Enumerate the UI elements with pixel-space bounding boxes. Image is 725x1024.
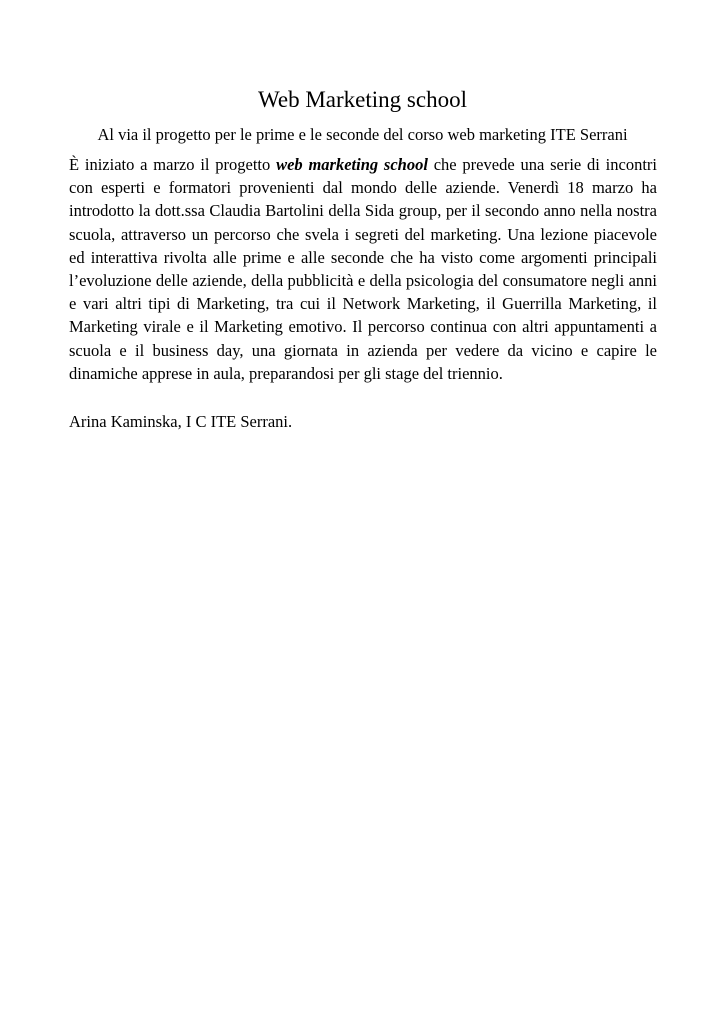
- body-intro: È iniziato a marzo il progetto: [69, 155, 277, 174]
- document-subtitle: Al via il progetto per le prime e le seconde del corso web marketing ITE Serrani: [97, 125, 628, 144]
- author-signature: Arina Kaminska, I C ITE Serrani.: [69, 412, 293, 431]
- body-emphasis: web marketing school: [276, 155, 428, 174]
- body-paragraph: [69, 153, 657, 385]
- document-title: Web Marketing school: [258, 87, 467, 112]
- body-rest: che prevede una serie di incontri con esperti e formatori provenienti dal mondo delle aziende. Venerdì 18 marzo ha introdotto la dott.ssa Claudia Bartolini della Sida group, per il secondo anno nella nostra scuola, attraverso un percorso che svela i segreti del marketing. Una lezione piacevole ed interattiva rivolta alle prime e alle seconde che ha visto come argomenti principali l’evoluzione delle aziende, della pubblicità e della psicologia del consumatore negli anni e vari altri tipi di Marketing, tra cui il Network Marketing, il Guerrilla Marketing, il Marketing virale e il Marketing emotivo. Il percorso continua con altri appuntamenti a scuola e il business day, una giornata in azienda per vedere da vicino e capire le dinamiche apprese in aula, preparandosi per gli stage del triennio.: [69, 155, 657, 383]
